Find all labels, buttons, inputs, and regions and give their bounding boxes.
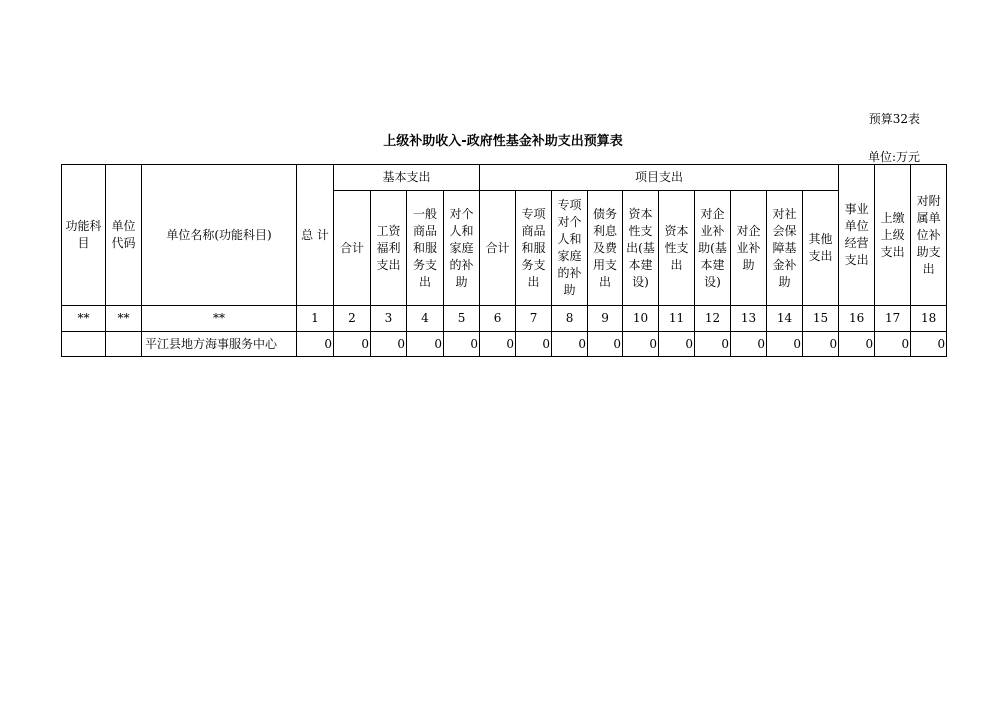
header-basic-col-1: 合计: [334, 191, 371, 306]
row-unit-name: 平江县地方海事服务中心: [142, 332, 297, 357]
row-value: 0: [297, 332, 334, 357]
index-number: 2: [334, 306, 371, 332]
row-value: 0: [803, 332, 839, 357]
row-value: 0: [334, 332, 371, 357]
row-value: 0: [731, 332, 767, 357]
index-number: 17: [875, 306, 911, 332]
budget-table: [61, 164, 947, 357]
row-value: 0: [659, 332, 695, 357]
header-tail-2: 上缴上级支出: [875, 165, 911, 306]
header-tail-3: 对附属单位补助支出: [911, 165, 947, 306]
header-func-code: 功能科目: [62, 165, 106, 306]
header-project-col-10: 其他支出: [803, 191, 839, 306]
header-project-col-8: 对企业补助: [731, 191, 767, 306]
header-total: 总 计: [297, 165, 334, 306]
header-basic-col-2: 工资福利支出: [371, 191, 407, 306]
index-func-code: **: [62, 306, 106, 332]
header-project-col-5: 资本性支出(基本建设): [623, 191, 659, 306]
table-number: 预算32表: [868, 112, 920, 126]
header-basic-col-4: 对个人和家庭的补助: [444, 191, 480, 306]
header-project-col-9: 对社会保障基金补助: [767, 191, 803, 306]
row-unit-code: [106, 332, 142, 357]
index-number: 8: [552, 306, 588, 332]
page-title: 上级补助收入-政府性基金补助支出预算表: [383, 134, 623, 149]
row-value: 0: [552, 332, 588, 357]
index-number: 5: [444, 306, 480, 332]
index-number: 18: [911, 306, 947, 332]
row-value: 0: [588, 332, 623, 357]
index-number: 6: [480, 306, 516, 332]
header-basic-col-3: 一般商品和服务支出: [407, 191, 444, 306]
row-value: 0: [695, 332, 731, 357]
index-unit-name: **: [142, 306, 297, 332]
row-value: 0: [839, 332, 875, 357]
row-value: 0: [516, 332, 552, 357]
index-row: [62, 306, 947, 332]
index-number: 4: [407, 306, 444, 332]
index-number: 10: [623, 306, 659, 332]
index-number: 12: [695, 306, 731, 332]
index-unit-code: **: [106, 306, 142, 332]
index-number: 3: [371, 306, 407, 332]
row-value: 0: [371, 332, 407, 357]
header-project-col-2: 专项商品和服务支出: [516, 191, 552, 306]
index-number: 1: [297, 306, 334, 332]
header-project-col-1: 合计: [480, 191, 516, 306]
index-number: 16: [839, 306, 875, 332]
row-value: 0: [911, 332, 947, 357]
table-row: [62, 332, 947, 357]
header-unit-code: 单位代码: [106, 165, 142, 306]
header-basic: 基本支出: [334, 165, 480, 191]
row-value: 0: [407, 332, 444, 357]
header-project-col-3: 专项对个人和家庭的补助: [552, 191, 588, 306]
index-number: 9: [588, 306, 623, 332]
header-project-col-6: 资本性支出: [659, 191, 695, 306]
index-number: 11: [659, 306, 695, 332]
row-value: 0: [444, 332, 480, 357]
row-value: 0: [875, 332, 911, 357]
header-tail-1: 事业单位经营支出: [839, 165, 875, 306]
row-value: 0: [623, 332, 659, 357]
index-number: 7: [516, 306, 552, 332]
index-number: 13: [731, 306, 767, 332]
unit-label: 单位:万元: [867, 150, 920, 164]
row-value: 0: [767, 332, 803, 357]
row-value: 0: [480, 332, 516, 357]
index-number: 14: [767, 306, 803, 332]
header-project-col-4: 债务利息及费用支出: [588, 191, 623, 306]
header-project: 项目支出: [480, 165, 839, 191]
header-unit-name: 单位名称(功能科目): [142, 165, 297, 306]
header-project-col-7: 对企业补助(基本建设): [695, 191, 731, 306]
index-number: 15: [803, 306, 839, 332]
row-func-code: [62, 332, 106, 357]
